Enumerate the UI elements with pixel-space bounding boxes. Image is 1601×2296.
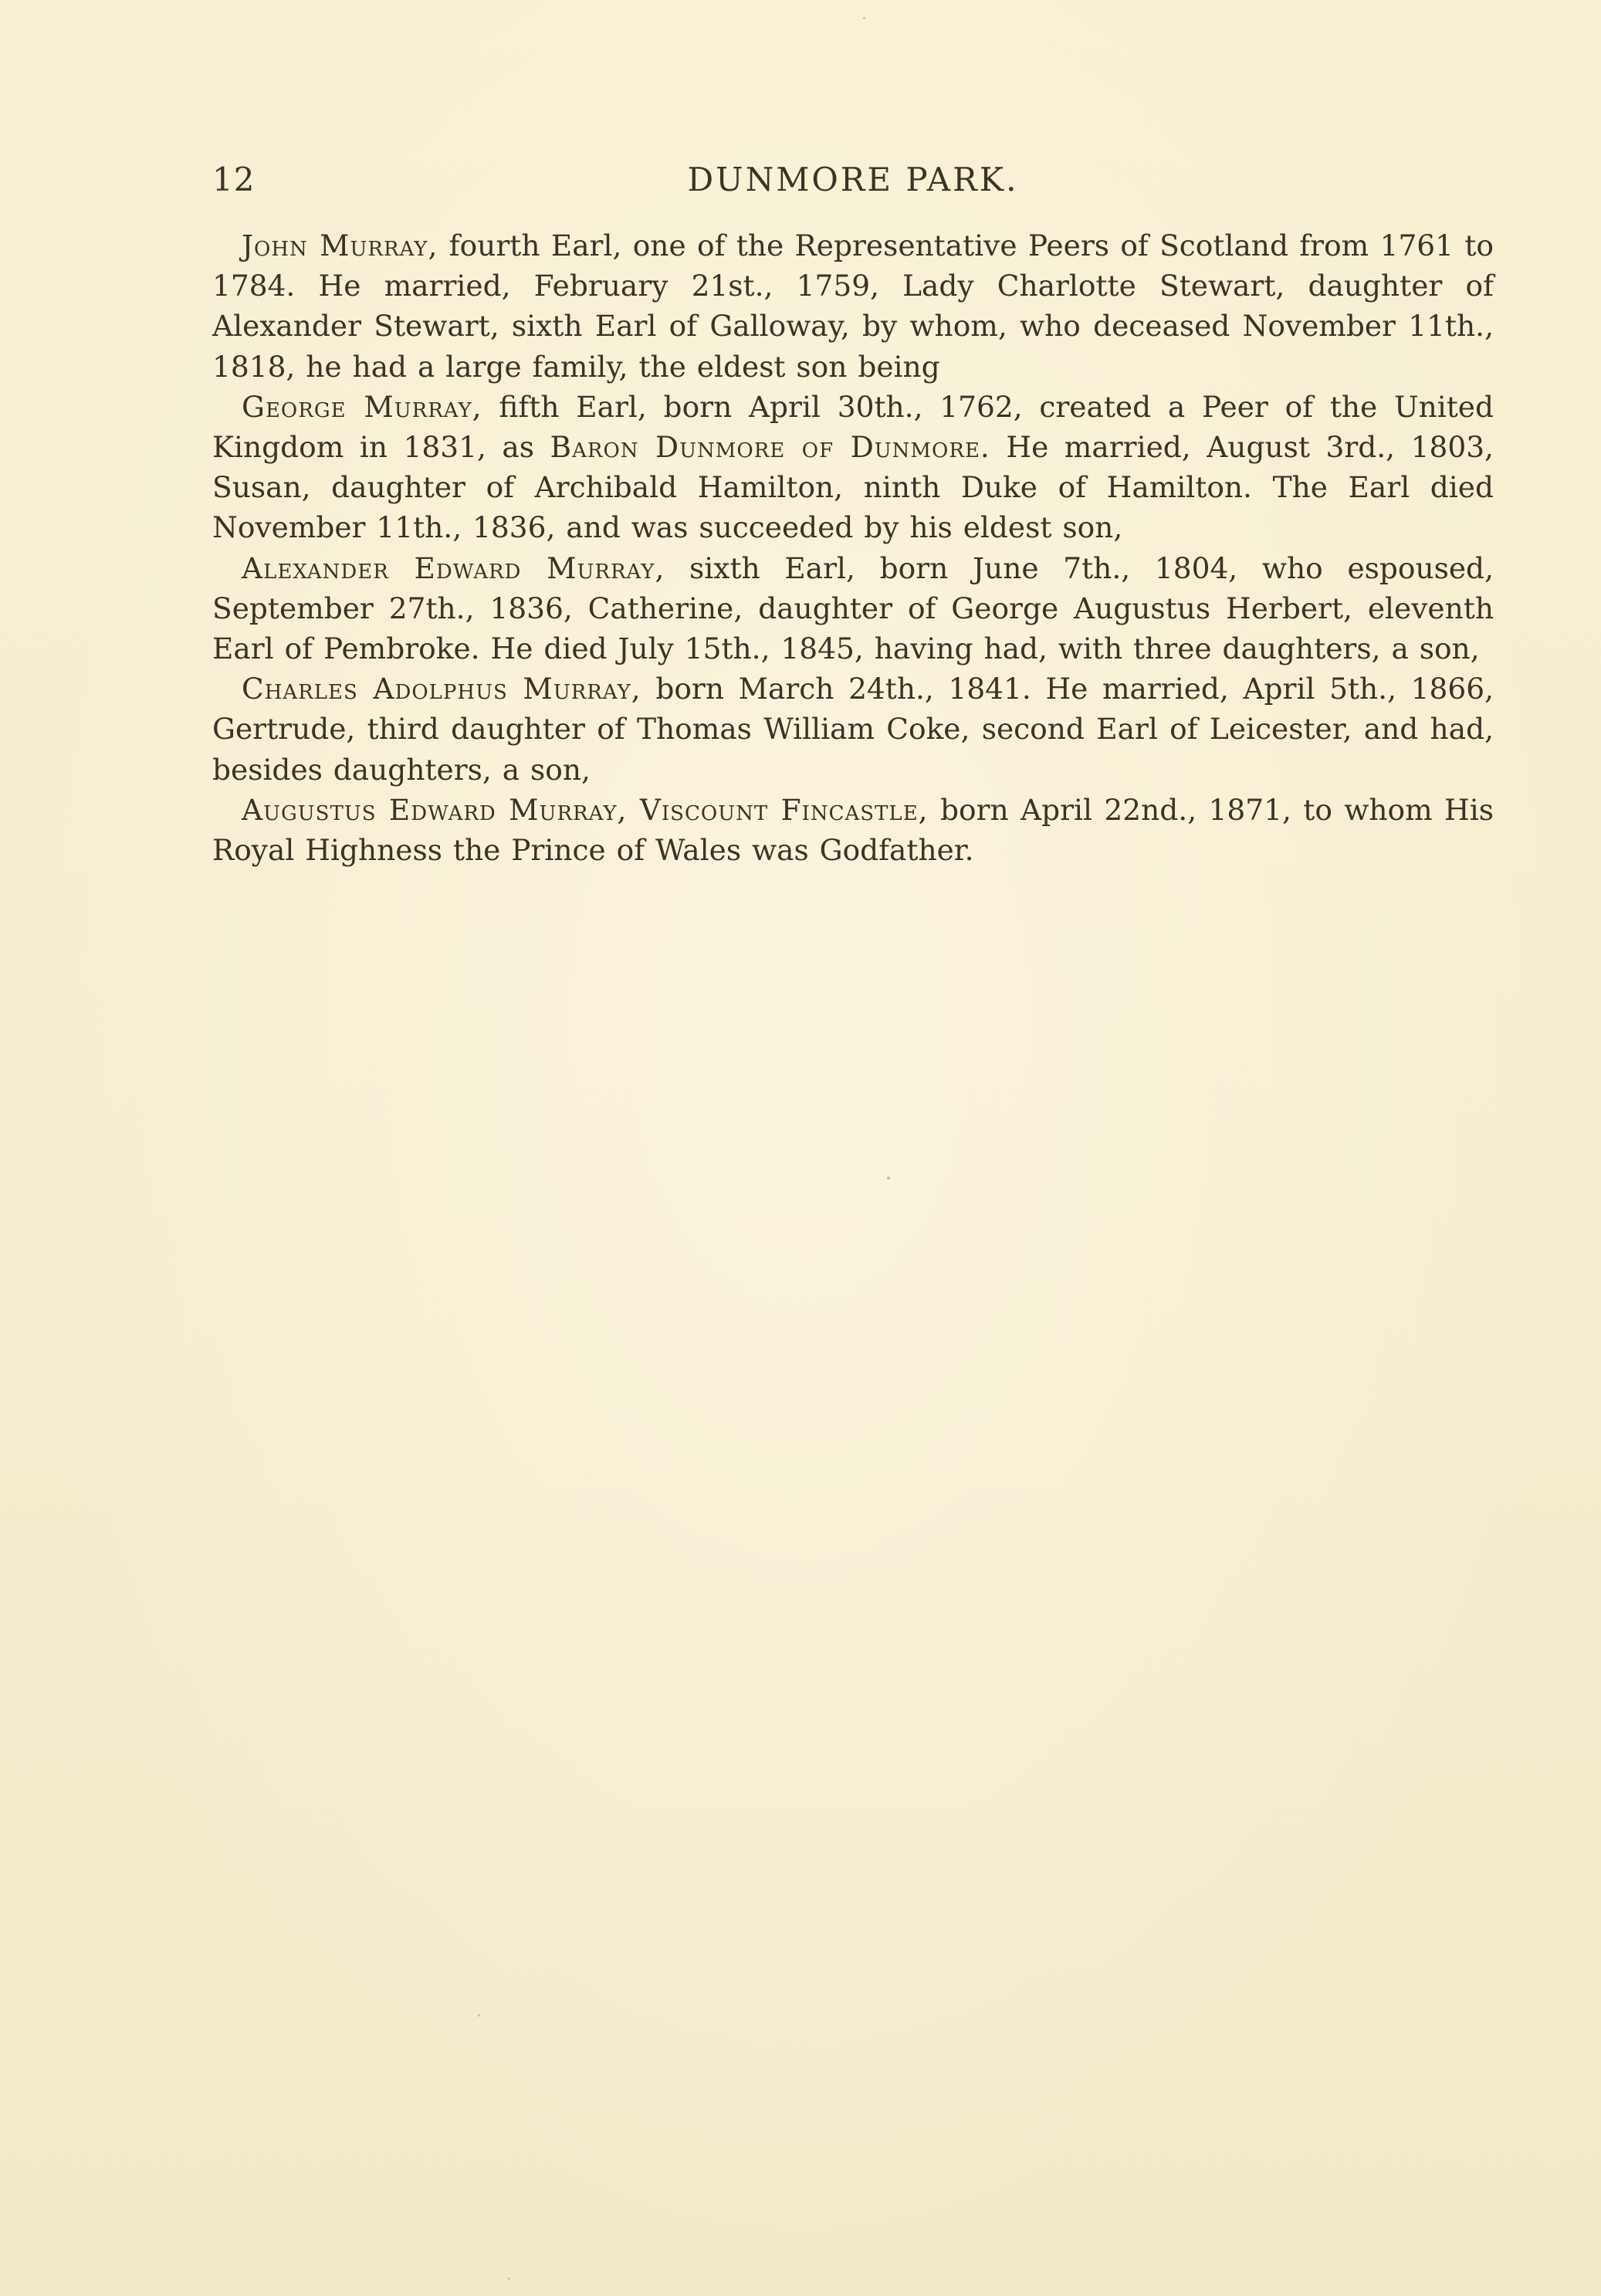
paragraph-augustus-edward-murray: [212, 790, 1494, 870]
paragraph-charles-adolphus-murray: [212, 669, 1494, 790]
person-name: George Murray,: [242, 389, 482, 424]
person-name: Charles Adolphus Murray,: [242, 672, 641, 706]
paper-speck: [478, 2014, 480, 2017]
paper-speck: [508, 2277, 510, 2280]
paper-speck: [863, 17, 865, 19]
person-name: Augustus Edward Murray, Viscount Fincastle,: [242, 792, 929, 827]
paragraph-alexander-edward-murray: [212, 548, 1494, 669]
paragraph-text: born March 24th., 1841. He married, April 5th., 1866, Gertrude, third daughter of Thomas William Coke, second Earl of Leicester, and had, besides daughters, a son,: [212, 672, 1494, 787]
paragraph-text: born April 22nd., 1871, to whom His Royal Highness the Prince of Wales was Godfather.: [212, 792, 1494, 868]
running-title: DUNMORE PARK.: [687, 161, 1019, 198]
paragraph-text: fifth Earl, born April 30th., 1762, created a Peer of the United Kingdom in 1831, as: [212, 389, 1494, 465]
paragraph-text: fourth Earl, one of the Representative Peers of Scotland from 1761 to 1784. He married, February 21st., 1759, Lady Charlotte Stewart, daughter of Alexander Stewart, sixth Earl of Galloway, by whom, who deceased November 11th., 1818, he had a large family, the eldest son being: [212, 229, 1494, 384]
paragraph-george-murray: [212, 387, 1494, 548]
page-number: 12: [212, 161, 256, 198]
paragraph-john-murray: [212, 225, 1494, 387]
paragraph-text: sixth Earl, born June 7th., 1804, who espoused, September 27th., 1836, Catherine, daughter of George Augustus Herbert, eleventh Earl of Pembroke. He died July 15th., 1845, having had, with three daughters, a son,: [212, 550, 1494, 666]
person-name: John Murray,: [242, 229, 438, 262]
peerage-title: Baron Dunmore of Dunmore.: [550, 430, 990, 465]
paragraph-text: He married, August 3rd., 1803, Susan, daughter of Archibald Hamilton, ninth Duke of Hamilton. The Earl died November 11th., 1836, and was succeeded by his eldest son,: [212, 430, 1494, 545]
body-text: [212, 225, 1494, 870]
paper-speck: [887, 1177, 890, 1180]
person-name: Alexander Edward Murray,: [242, 550, 665, 585]
running-head: [212, 161, 1494, 204]
